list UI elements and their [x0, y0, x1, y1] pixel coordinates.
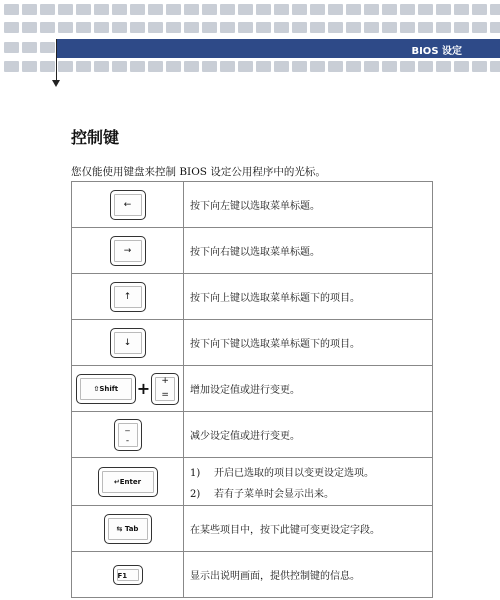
- table-row: [72, 320, 433, 366]
- decor-square: [94, 22, 109, 33]
- plus-key-icon: [151, 373, 179, 405]
- key-cell: [72, 366, 184, 412]
- decor-square: [328, 4, 343, 15]
- decor-square: [166, 4, 181, 15]
- f1-key-icon: F1: [113, 565, 143, 585]
- decor-square: [292, 4, 307, 15]
- decor-square: [436, 61, 451, 72]
- decor-square: [436, 22, 451, 33]
- decor-square: [94, 4, 109, 15]
- tab-key-icon: ⇆ Tab: [104, 514, 152, 544]
- decor-square: [490, 4, 500, 15]
- left-arrow-key-icon: ←: [110, 190, 146, 220]
- decor-square: [472, 22, 487, 33]
- key-cell: [72, 182, 184, 228]
- decor-square: [328, 22, 343, 33]
- decor-square: [40, 61, 55, 72]
- decor-square: [454, 4, 469, 15]
- decor-square: [4, 61, 19, 72]
- decor-square: [112, 4, 127, 15]
- plus-key-bottom: =: [161, 389, 169, 400]
- decor-square: [76, 22, 91, 33]
- shift-key-icon: ⇧Shift: [76, 374, 136, 404]
- decor-square: [346, 4, 361, 15]
- decor-square: [400, 61, 415, 72]
- right-arrow-key-icon: →: [110, 236, 146, 266]
- decor-square: [256, 22, 271, 33]
- table-row: [72, 182, 433, 228]
- table-row: [72, 274, 433, 320]
- decor-square: [58, 22, 73, 33]
- table-row: [72, 458, 433, 506]
- decor-square: [274, 22, 289, 33]
- decor-square: [184, 22, 199, 33]
- key-description: 增加设定值或进行变更。: [184, 366, 433, 412]
- decor-square: [382, 22, 397, 33]
- key-cell: [72, 274, 184, 320]
- decor-square: [490, 22, 500, 33]
- decor-square: [22, 42, 37, 53]
- decor-square: [310, 4, 325, 15]
- decor-square: [238, 22, 253, 33]
- key-description: 按下向下键以选取菜单标题下的项目。: [184, 320, 433, 366]
- line-number: 2): [190, 488, 201, 500]
- decor-square: [436, 4, 451, 15]
- decor-square: [202, 61, 217, 72]
- decor-square: [328, 61, 343, 72]
- decor-square: [4, 42, 19, 53]
- decor-square: [454, 61, 469, 72]
- decor-square: [166, 61, 181, 72]
- decor-square: [40, 42, 55, 53]
- decor-square: [364, 4, 379, 15]
- enter-key-icon: ↵Enter: [98, 467, 158, 497]
- decor-square: [166, 22, 181, 33]
- decor-square: [274, 61, 289, 72]
- decor-square: [220, 4, 235, 15]
- decor-square: [148, 61, 163, 72]
- header-divider-line: [56, 39, 57, 82]
- decor-square: [292, 61, 307, 72]
- decor-square: [202, 22, 217, 33]
- page-title: 控制键: [71, 128, 120, 147]
- header-bar: [57, 39, 500, 58]
- decor-square: [418, 61, 433, 72]
- key-cell: [72, 412, 184, 458]
- down-arrow-key-icon: ↓: [110, 328, 146, 358]
- key-description: 按下向右键以选取菜单标题。: [184, 228, 433, 274]
- decor-square: [112, 22, 127, 33]
- table-row: [72, 506, 433, 552]
- decor-square: [22, 61, 37, 72]
- decor-square: [22, 4, 37, 15]
- control-keys-table: [71, 181, 433, 598]
- decor-square: [490, 61, 500, 72]
- minus-key-icon: [114, 419, 142, 451]
- table-row: [72, 552, 433, 598]
- decor-square: [76, 61, 91, 72]
- plus-icon: +: [136, 379, 151, 398]
- minus-key-top: _: [125, 421, 130, 432]
- decor-square: [40, 4, 55, 15]
- arrow-down-icon: [52, 80, 60, 87]
- decor-square: [220, 22, 235, 33]
- decor-square: [364, 61, 379, 72]
- decor-square: [148, 4, 163, 15]
- key-description: 在某些项目中，按下此键可变更设定字段。: [184, 506, 433, 552]
- decor-square: [40, 22, 55, 33]
- key-cell: [72, 506, 184, 552]
- decor-square: [292, 22, 307, 33]
- decor-square: [256, 4, 271, 15]
- key-description: 显示出说明画面，提供控制键的信息。: [184, 552, 433, 598]
- decor-square: [202, 4, 217, 15]
- decor-square: [400, 22, 415, 33]
- table-row: [72, 366, 433, 412]
- decor-square: [454, 22, 469, 33]
- key-description: 减少设定值或进行变更。: [184, 412, 433, 458]
- description-line: [190, 461, 432, 482]
- up-arrow-key-icon: ↑: [110, 282, 146, 312]
- decor-square: [400, 4, 415, 15]
- decor-square: [346, 22, 361, 33]
- decor-square: [58, 61, 73, 72]
- decor-square: [130, 22, 145, 33]
- decor-square: [382, 4, 397, 15]
- key-description: 按下向左键以选取菜单标题。: [184, 182, 433, 228]
- decor-square: [472, 4, 487, 15]
- decor-square: [238, 4, 253, 15]
- decor-square: [256, 61, 271, 72]
- decor-square: [238, 61, 253, 72]
- decor-square: [94, 61, 109, 72]
- key-cell: [72, 458, 184, 506]
- decor-square: [4, 4, 19, 15]
- decor-square: [76, 4, 91, 15]
- decor-square: [184, 61, 199, 72]
- decor-square: [310, 22, 325, 33]
- header-title: BIOS 设定: [411, 46, 462, 57]
- line-text: 开启已选取的项目以变更设定选项。: [214, 467, 374, 479]
- decor-square: [148, 22, 163, 33]
- decor-square: [130, 61, 145, 72]
- decor-square: [310, 61, 325, 72]
- decor-square: [130, 4, 145, 15]
- decor-square: [22, 22, 37, 33]
- decor-square: [346, 61, 361, 72]
- decor-square: [418, 22, 433, 33]
- decor-square: [472, 61, 487, 72]
- minus-key-bottom: -: [125, 435, 130, 446]
- line-text: 若有子菜单时会显示出来。: [214, 488, 334, 500]
- table-row: [72, 412, 433, 458]
- decor-square: [112, 61, 127, 72]
- key-cell: [72, 320, 184, 366]
- description-line: [190, 482, 432, 503]
- line-number: 1): [190, 467, 201, 479]
- decor-square: [58, 4, 73, 15]
- key-description: 按下向上键以选取菜单标题下的项目。: [184, 274, 433, 320]
- decor-square: [220, 61, 235, 72]
- key-cell: [72, 552, 184, 598]
- intro-text: 您仅能使用键盘来控制 BIOS 设定公用程序中的光标。: [71, 166, 326, 178]
- decor-square: [4, 22, 19, 33]
- key-description: [184, 458, 433, 506]
- table-row: [72, 228, 433, 274]
- plus-key-top: +: [161, 375, 169, 386]
- decor-square: [184, 4, 199, 15]
- key-cell: [72, 228, 184, 274]
- decor-square: [274, 4, 289, 15]
- decor-square: [364, 22, 379, 33]
- decor-square: [418, 4, 433, 15]
- decor-square: [382, 61, 397, 72]
